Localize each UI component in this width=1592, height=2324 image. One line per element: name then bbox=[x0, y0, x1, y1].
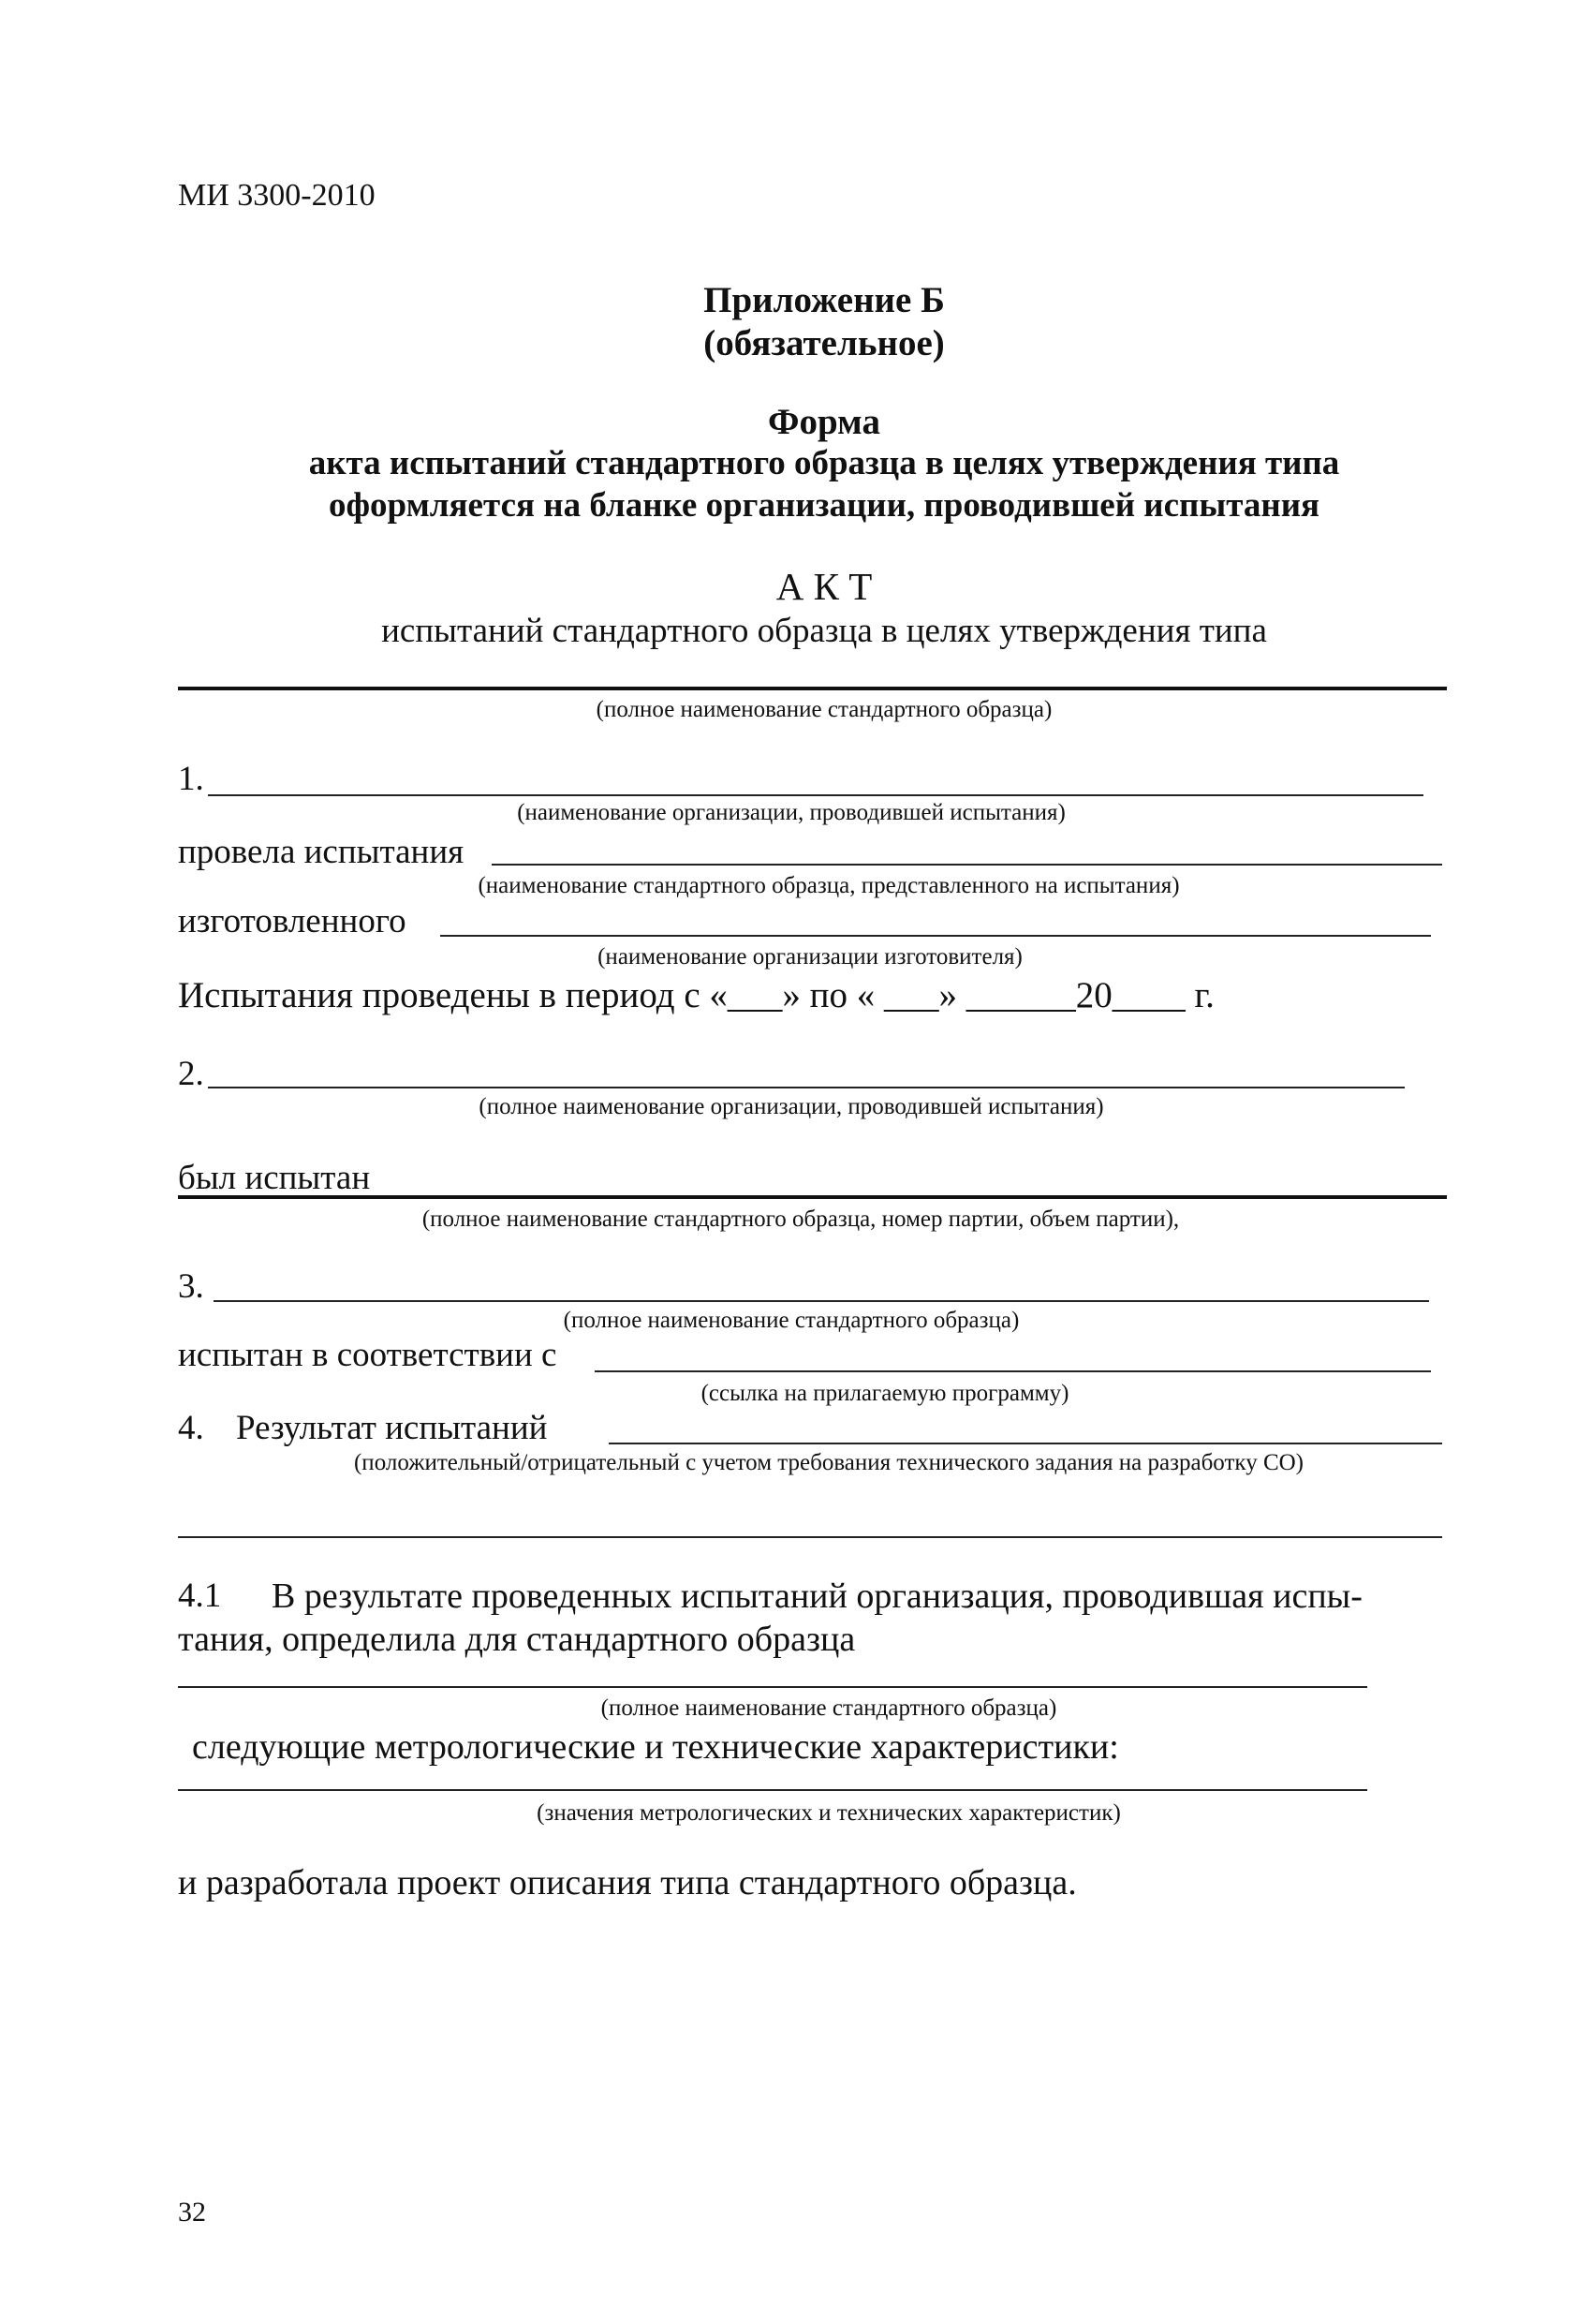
manufactured-label: изготовленного bbox=[178, 902, 406, 940]
item-4-1-so-line[interactable] bbox=[178, 1686, 1367, 1688]
appendix-title: Приложение Б bbox=[703, 280, 945, 320]
item-1-number: 1. bbox=[178, 760, 204, 798]
item-2-number: 2. bbox=[178, 1055, 204, 1093]
caption-so-batch: (полное наименование стандартного образца, номер партии, объем партии), bbox=[421, 1206, 1180, 1232]
form-title-line1: Форма bbox=[768, 402, 880, 442]
act-subtitle: испытаний стандартного образца в целях утверждения типа bbox=[381, 612, 1267, 650]
so-name-line[interactable] bbox=[178, 687, 1447, 690]
characteristics-line[interactable] bbox=[178, 1789, 1367, 1791]
item-1-org-line[interactable] bbox=[208, 794, 1423, 796]
result-extra-line[interactable] bbox=[178, 1536, 1442, 1538]
item-4-1-text-line1: В результате проведенных испытаний организация, проводившая испы- bbox=[272, 1576, 1363, 1616]
manufacturer-line[interactable] bbox=[440, 935, 1431, 937]
page-number: 32 bbox=[178, 2197, 206, 2228]
caption-so-submitted: (наименование стандартного образца, представленного на испытания) bbox=[478, 873, 1180, 898]
test-period[interactable]: Испытания проведены в период с «___» по « ___» ______20____ г. bbox=[178, 975, 1215, 1015]
item-3-so-line[interactable] bbox=[214, 1300, 1429, 1302]
result-line[interactable] bbox=[609, 1443, 1442, 1444]
act-title: А К Т bbox=[775, 565, 873, 608]
item-4-1-text-line2: тания, определила для стандартного образца bbox=[178, 1620, 856, 1659]
was-tested-line[interactable] bbox=[178, 1195, 1447, 1199]
form-title-line3: оформляется на бланке организации, проводившей испытания bbox=[328, 486, 1320, 525]
form-title-line2: акта испытаний стандартного образца в целях утверждения типа bbox=[308, 444, 1340, 482]
developed-text: и разработала проект описания типа стандартного образца. bbox=[178, 1863, 1077, 1902]
item-2-org-line[interactable] bbox=[208, 1087, 1405, 1088]
caption-program-ref: (ссылка на прилагаемую программу) bbox=[700, 1381, 1069, 1406]
caption-result-hint: (положительный/отрицательный с учетом требования технического задания на разработку СО) bbox=[353, 1450, 1304, 1475]
caption-metrology-values: (значения метрологических и технических характеристик) bbox=[537, 1800, 1121, 1826]
was-tested-label: был испытан bbox=[178, 1159, 371, 1197]
caption-full-name-so-3: (полное наименование стандартного образца) bbox=[563, 1308, 1020, 1333]
tested-per-label: испытан в соответствии с bbox=[178, 1336, 557, 1374]
caption-full-name-so-41: (полное наименование стандартного образца) bbox=[600, 1695, 1057, 1721]
program-ref-line[interactable] bbox=[595, 1370, 1431, 1372]
tested-by-line[interactable] bbox=[492, 864, 1442, 866]
caption-org-tested: (наименование организации, проводившей испытания) bbox=[517, 800, 1066, 825]
appendix-status: (обязательное) bbox=[703, 323, 945, 363]
result-label: Результат испытаний bbox=[236, 1409, 548, 1447]
caption-full-org-tested: (полное наименование организации, проводившей испытания) bbox=[479, 1094, 1104, 1119]
tested-by-label: провела испытания bbox=[178, 833, 464, 871]
item-4-1-number: 4.1 bbox=[178, 1576, 222, 1615]
characteristics-label: следующие метрологические и технические характеристики: bbox=[192, 1727, 1119, 1767]
document-code: МИ 3300-2010 bbox=[178, 178, 376, 213]
item-4-number: 4. bbox=[178, 1409, 204, 1447]
caption-full-name-so: (полное наименование стандартного образца) bbox=[596, 697, 1053, 722]
item-3-number: 3. bbox=[178, 1267, 204, 1306]
caption-org-manufacturer: (наименование организации изготовителя) bbox=[597, 944, 1023, 970]
